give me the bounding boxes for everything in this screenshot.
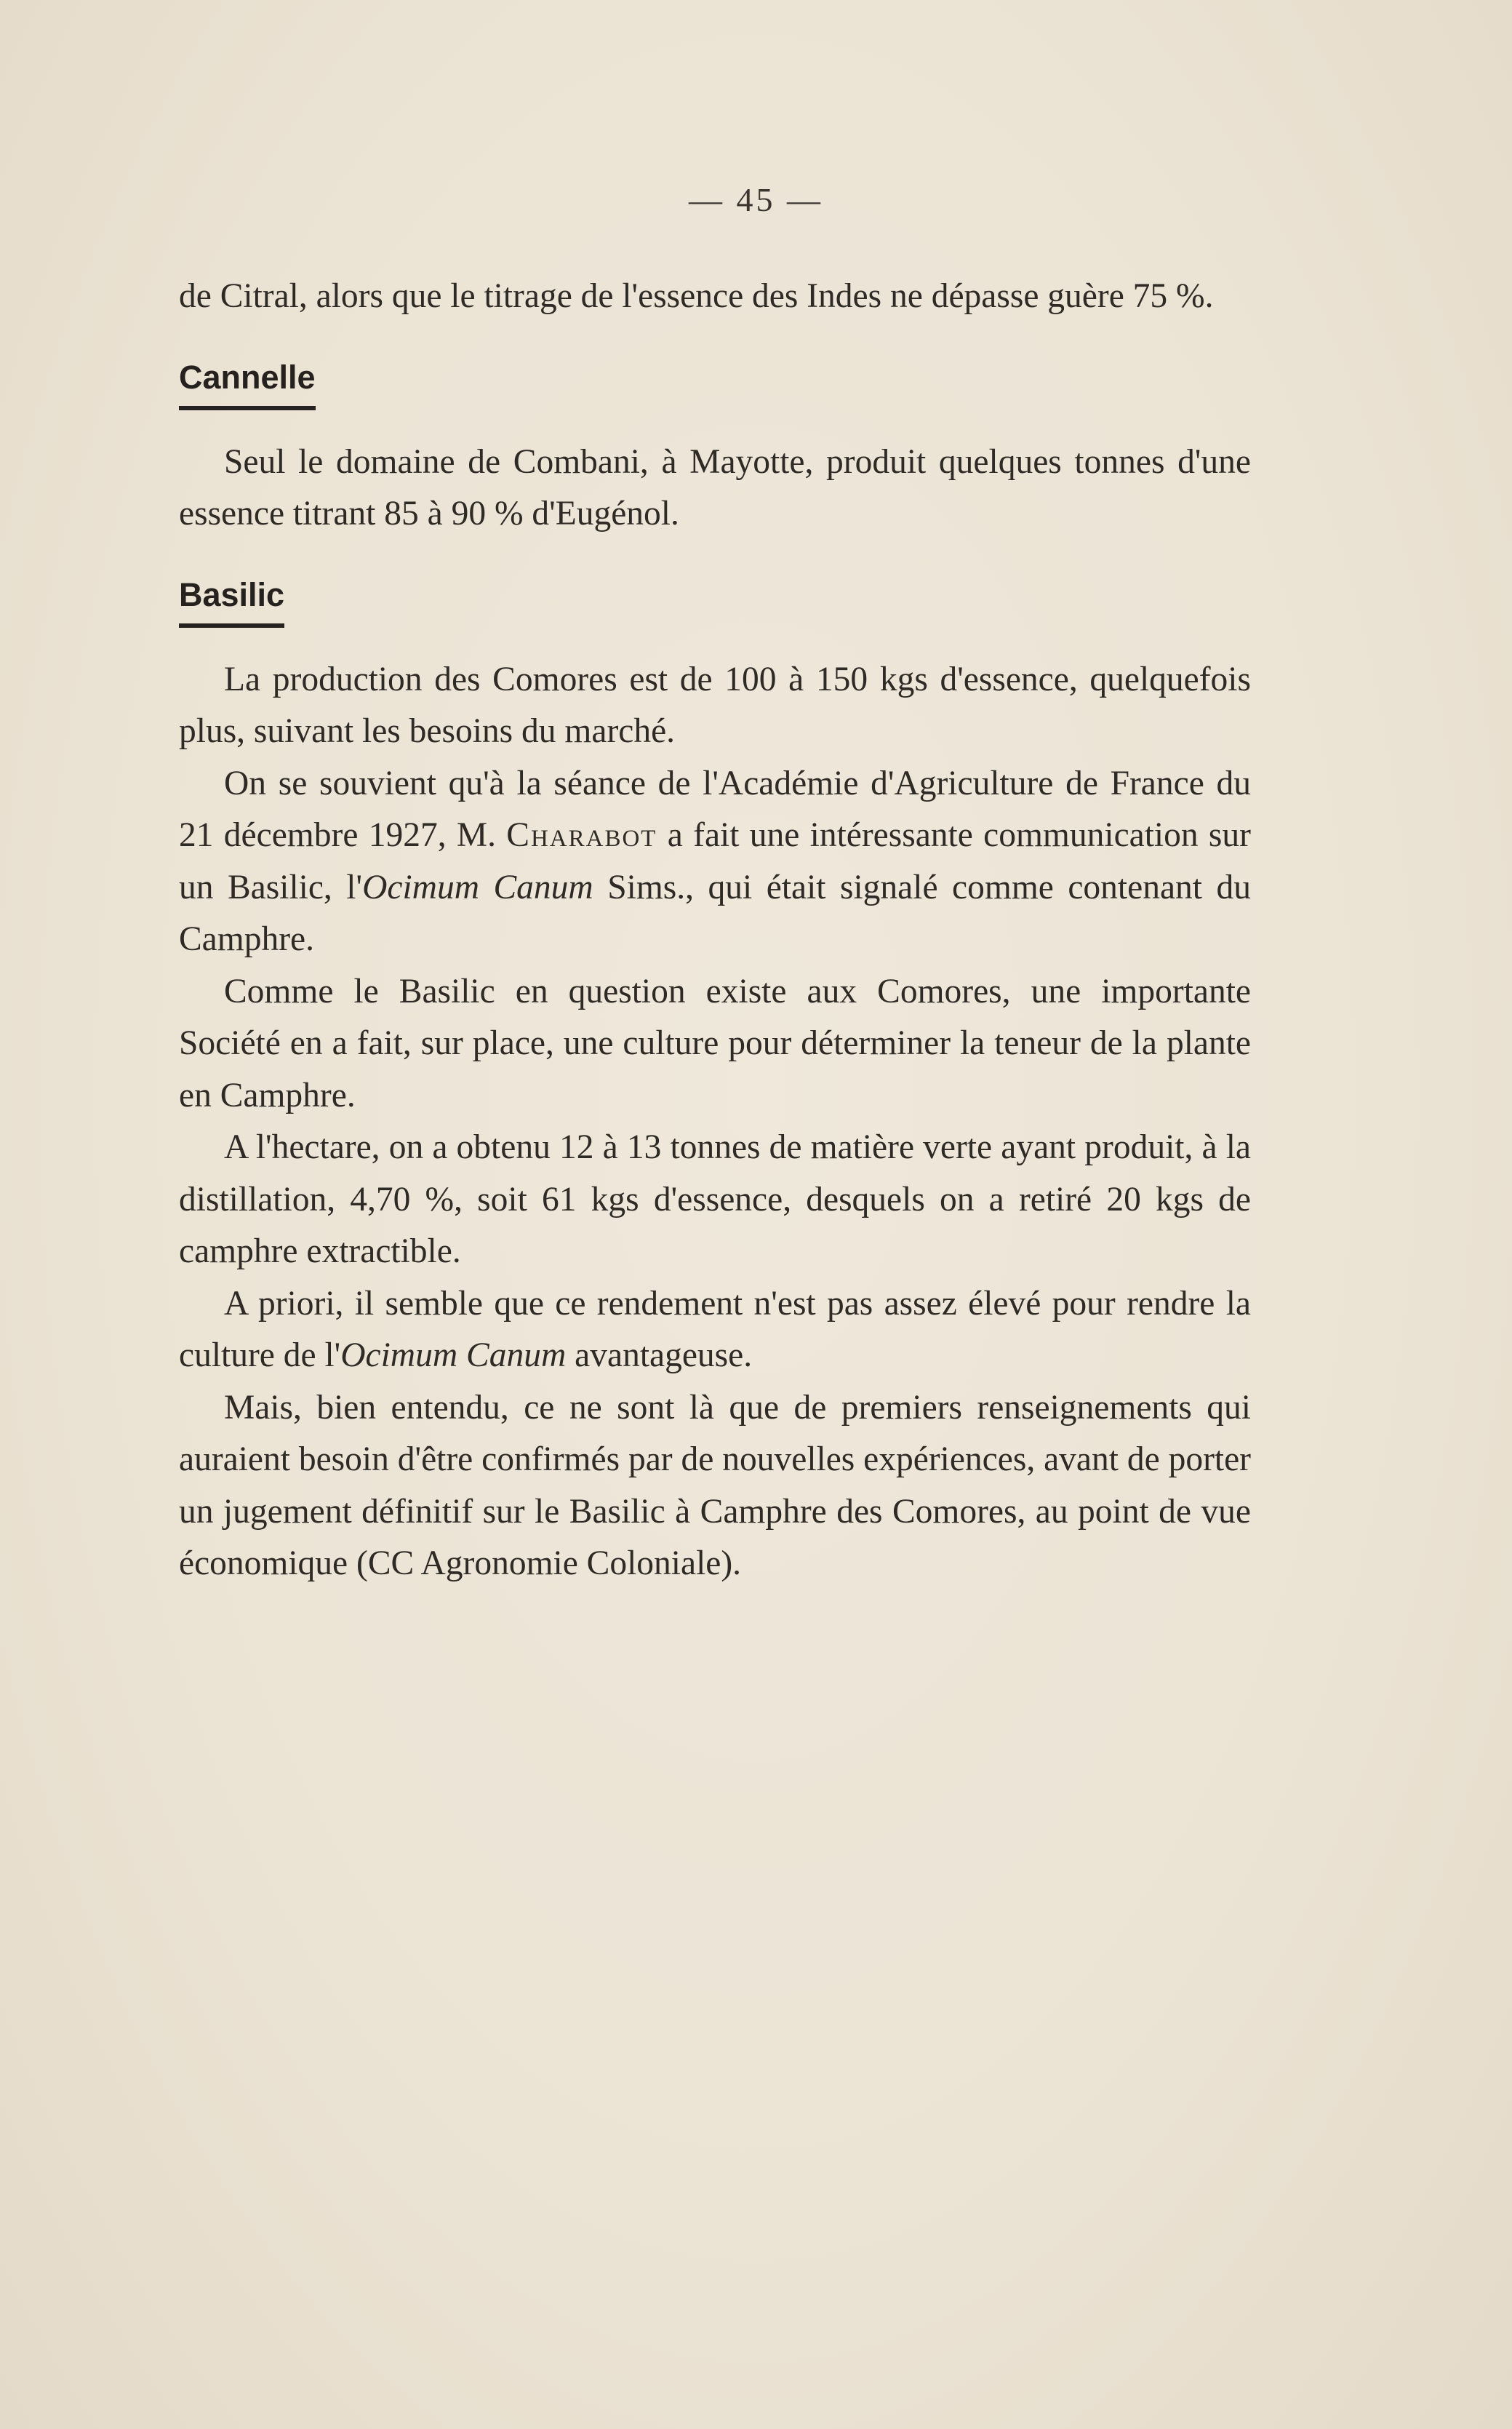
heading-basilic: Basilic (179, 575, 284, 628)
text-segment: On se souvient qu'à la séance de l'Académie d'Agriculture de France du 21 décembre 1927, M. (179, 764, 1251, 854)
section-basilic (179, 575, 1251, 628)
section-cannelle (179, 358, 1251, 410)
species-name: Ocimum Canum (340, 1336, 567, 1374)
author-name: Charabot (506, 816, 657, 854)
text-segment: Sims., qui était signalé comme contenant du Camphre. (179, 868, 1251, 958)
paragraph-basilic-rendement: A l'hectare, on a obtenu 12 à 13 tonnes de matière verte ayant produit, à la distillation, 4,70 %, soit 61 kgs d'essence, desquels on a retiré 20 kgs de camphre extractible. (179, 1128, 1251, 1270)
species-name: Ocimum Canum (362, 868, 593, 906)
text-segment: a fait une intéressante communication sur un Basilic, l' (179, 816, 1251, 906)
page-body (179, 271, 1251, 1590)
paragraph-basilic-academie (179, 758, 1251, 966)
heading-cannelle: Cannelle (179, 358, 316, 410)
text-segment: avantageuse. (566, 1336, 753, 1374)
paragraph-basilic-conclusion: Mais, bien entendu, ce ne sont là que de premiers renseignements qui auraient besoin d'être confirmés par de nouvelles expériences, avant de porter un jugement définitif sur le Basilic à Camphre des Comores, au point de vue économique (CC Agronomie Coloniale). (179, 1388, 1251, 1582)
paragraph-basilic-production: La production des Comores est de 100 à 150 kgs d'essence, quelquefois plus, suivant les besoins du marché. (179, 660, 1251, 750)
paragraph-basilic-culture: Comme le Basilic en question existe aux Comores, une importante Société en a fait, sur place, une culture pour déterminer la teneur de la plante en Camphre. (179, 972, 1251, 1114)
paragraph-cannelle: Seul le domaine de Combani, à Mayotte, produit quelques tonnes d'une essence titrant 85 à 90 % d'Eugénol. (179, 442, 1251, 533)
page-number: — 45 — (689, 181, 823, 218)
paragraph-intro: de Citral, alors que le titrage de l'essence des Indes ne dépasse guère 75 %. (179, 277, 1214, 315)
paragraph-basilic-a-priori (179, 1278, 1251, 1382)
text-segment: A priori, il semble que ce rendement n'est pas assez élevé pour rendre la culture de l' (179, 1284, 1251, 1374)
